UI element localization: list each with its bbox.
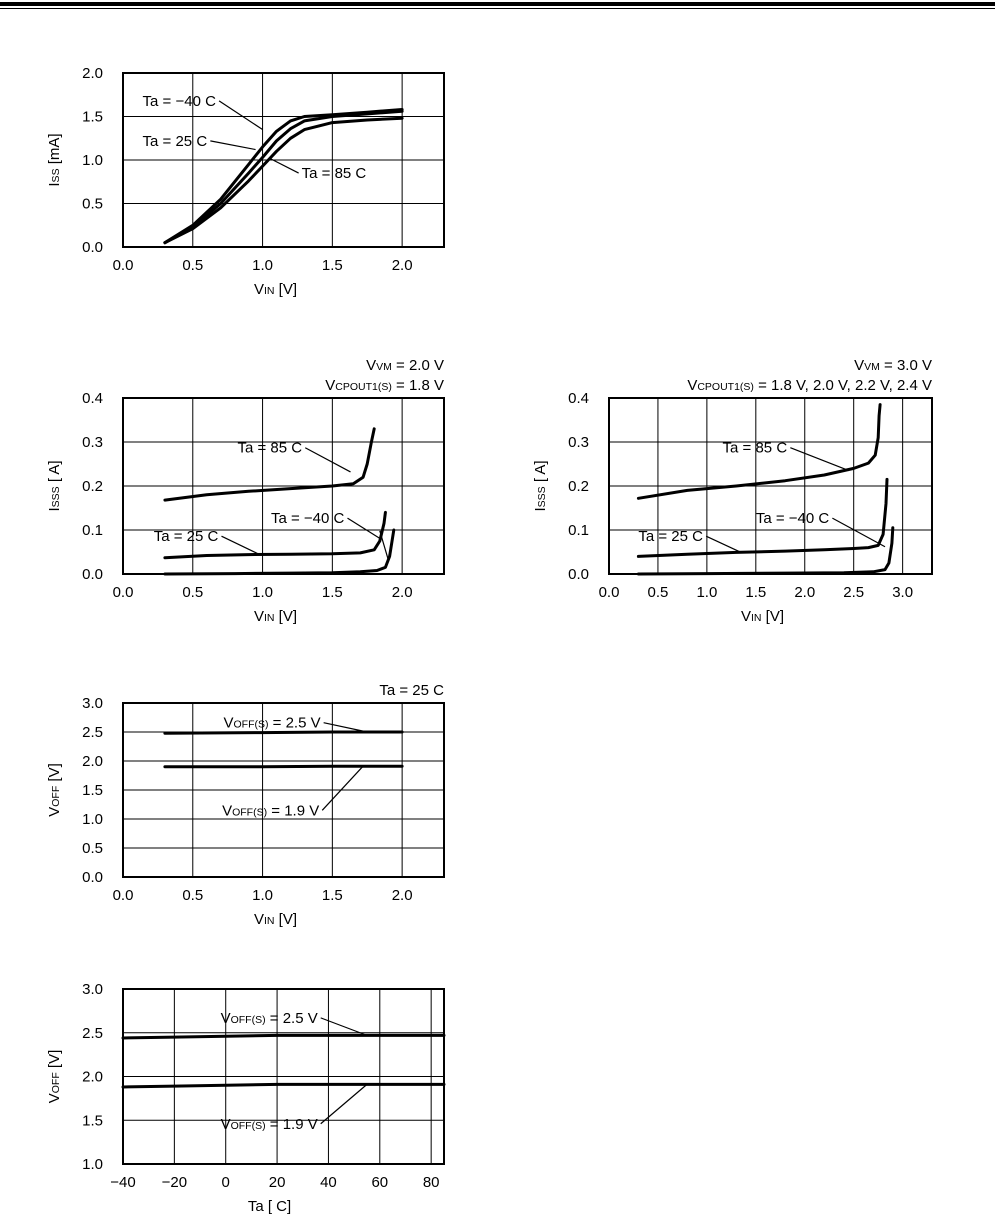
annotation-label: Ta = 25 C [153,528,219,546]
annotation-main: V [223,714,234,732]
x-tick-label: 1.0 [696,584,718,601]
annotation-leader [219,101,262,130]
annotation-main: V [220,1115,231,1133]
y-axis-label [46,133,63,186]
annotation-leader [380,531,388,560]
x-axis-label-main: V [253,911,264,928]
x-tick-label: 0.0 [112,887,134,904]
annotation-sub: OFF(S) [232,806,268,819]
x-axis-label [254,608,297,625]
condition-text [325,377,444,394]
annotation-leader [347,518,381,539]
x-tick-label: 2.0 [391,584,413,601]
annotation-sub: OFF(S) [230,1119,266,1132]
condition-text [366,357,444,374]
y-axis-label-sub: SS [50,168,62,183]
y-axis-label-main: V [46,806,63,817]
y-tick-label: 3.0 [82,695,103,712]
annotation-label [221,1010,318,1027]
annotation-main: V [222,802,233,820]
condition-rest: = 1.8 V [391,377,444,394]
y-tick-label: 0.2 [82,478,103,495]
condition-sub: VM [864,361,880,373]
y-axis-label-sub: SSS [536,486,548,508]
y-axis-label-main: I [532,507,549,512]
annotation-label: Ta = 25 C [638,528,703,546]
x-tick-label: 0 [221,1174,230,1191]
y-tick-label: 2.0 [82,65,103,82]
x-axis-label [741,608,784,625]
x-tick-label: 0.0 [112,584,134,601]
y-tick-label: 0.4 [568,390,589,407]
annotation-leader [221,536,259,554]
y-tick-label: 2.0 [82,1068,103,1086]
y-tick-label: 0.3 [82,434,103,451]
x-tick-label: 60 [371,1174,389,1191]
chart-c4 [46,682,444,928]
x-tick-label: 1.5 [745,584,767,601]
annotation-leader [305,448,350,472]
y-tick-label: 3.0 [82,981,103,998]
condition-text [687,377,932,394]
annotation-main: V [220,1009,231,1027]
y-axis-label-unit: [V] [46,1049,63,1073]
annotation-rest: = 1.9 V [265,1115,318,1133]
y-tick-label: 0.5 [82,840,103,857]
x-tick-label: 2.0 [794,584,816,601]
y-tick-label: 0.3 [568,434,589,451]
annotation-label: Ta = 85 C [301,165,367,183]
condition-main: V [325,377,336,394]
chart-c2 [46,357,444,625]
y-tick-label: 1.0 [82,811,103,828]
condition-rest: = 3.0 V [879,357,932,374]
x-axis-label [254,911,297,928]
x-tick-label: 80 [422,1174,440,1191]
condition-text [854,357,932,374]
annotation-leader [321,1084,367,1123]
y-tick-label: 2.0 [82,753,103,770]
x-axis-label-unit: [V] [274,911,298,928]
annotation-sub: OFF(S) [233,718,269,731]
y-axis-label-main: I [46,182,63,187]
y-tick-label: 0.1 [568,522,589,539]
y-tick-label: 0.5 [82,195,103,213]
series-line-2 [165,766,402,767]
annotation-label: Ta = −40 C [142,92,216,110]
annotation-label: Ta = −40 C [755,510,830,528]
y-tick-label: 0.0 [568,566,589,583]
x-axis-label-sub: IN [264,285,275,297]
y-tick-label: 0.4 [82,390,103,407]
series-line-1 [123,1035,444,1038]
x-tick-label: 0.5 [647,584,669,601]
x-tick-label: 40 [320,1174,337,1191]
x-axis-label [248,1198,291,1215]
condition-main: Ta = 25 C [379,682,444,699]
y-tick-label: 0.2 [568,478,589,495]
x-tick-label: 1.5 [321,257,343,274]
condition-text [379,682,444,699]
annotation-rest: = 2.5 V [265,1009,318,1027]
y-tick-label: 0.0 [82,869,103,886]
x-tick-label: 2.5 [843,584,865,601]
series-line-2 [123,1084,444,1087]
x-tick-label: 0.5 [182,584,204,601]
x-tick-label: 1.5 [321,584,343,601]
x-axis-label-main: V [253,281,264,298]
y-tick-label: 1.0 [82,152,103,169]
x-tick-label: 1.0 [252,257,273,274]
x-axis-label [254,281,297,298]
x-tick-label: 0.0 [598,584,620,601]
condition-sub: CPOUT1(S) [697,381,754,393]
chart-c1 [46,65,444,298]
chart-c5 [46,981,444,1215]
annotation-label: Ta = −40 C [270,510,345,528]
y-tick-label: 0.0 [82,566,103,583]
x-axis-label-unit: [V] [761,608,785,625]
y-axis-label-unit: [ A] [46,460,63,487]
y-axis-label-unit: [mA] [46,133,63,169]
y-tick-label: 1.0 [82,1156,103,1173]
y-axis-label [46,763,63,817]
x-tick-label: 2.0 [391,887,413,904]
x-tick-label: 3.0 [892,584,914,601]
x-tick-label: 0.0 [112,257,134,274]
annotation-label [221,1116,318,1133]
x-tick-label: 0.5 [182,887,204,904]
annotation-leader [706,536,741,552]
annotation-leader [790,448,848,471]
annotation-label: Ta = 25 C [142,132,208,150]
annotation-label [223,715,320,732]
x-axis-label-main: V [253,608,264,625]
condition-main: V [687,377,698,394]
annotation-label [222,802,319,819]
condition-rest: = 1.8 V, 2.0 V, 2.2 V, 2.4 V [753,377,932,394]
x-axis-label-main: Ta [ C] [247,1198,292,1215]
y-axis-label [46,460,63,511]
x-axis-label-unit: [V] [274,281,298,298]
x-tick-label: 0.5 [182,257,204,274]
y-tick-label: 2.5 [82,1024,103,1042]
annotation-leader [322,766,363,810]
y-tick-label: 1.5 [82,108,103,126]
y-axis-label [532,460,549,511]
x-tick-label: −40 [110,1174,136,1191]
y-axis-label-unit: [ A] [532,460,549,487]
y-tick-label: 2.5 [82,724,103,741]
y-axis-label-unit: [V] [46,763,63,786]
condition-main: V [366,357,377,374]
x-axis-label-sub: IN [264,612,275,624]
annotation-label: Ta = 85 C [237,439,303,457]
x-tick-label: 20 [268,1174,286,1191]
condition-sub: VM [376,361,392,373]
y-axis-label-main: V [46,1093,63,1104]
condition-sub: CPOUT1(S) [335,381,392,393]
x-tick-label: 1.5 [321,887,343,904]
annotation-rest: = 1.9 V [267,802,320,820]
y-tick-label: 1.5 [82,782,103,799]
y-axis-label [46,1050,63,1104]
annotation-rest: = 2.5 V [268,714,321,732]
y-tick-label: 0.1 [82,522,103,539]
x-tick-label: 1.0 [252,887,273,904]
x-tick-label: −20 [161,1174,188,1191]
y-axis-label-sub: OFF [50,785,62,807]
chart-c3 [532,357,932,625]
annotation-leader [210,141,255,150]
x-tick-label: 2.0 [391,257,413,274]
x-axis-label-unit: [V] [274,608,298,625]
condition-main: V [854,357,865,374]
annotation-label: Ta = 85 C [722,439,788,457]
y-axis-label-main: I [46,507,63,512]
condition-rest: = 2.0 V [391,357,444,374]
x-axis-label-sub: IN [264,915,275,927]
x-tick-label: 1.0 [252,584,273,601]
y-axis-label-sub: SSS [50,486,62,508]
y-tick-label: 1.5 [82,1112,103,1130]
annotation-leader [832,518,885,547]
x-axis-label-main: V [740,608,751,625]
y-tick-label: 0.0 [82,239,103,256]
annotation-sub: OFF(S) [230,1013,266,1026]
y-axis-label-sub: OFF [50,1072,62,1094]
x-axis-label-sub: IN [751,612,762,624]
